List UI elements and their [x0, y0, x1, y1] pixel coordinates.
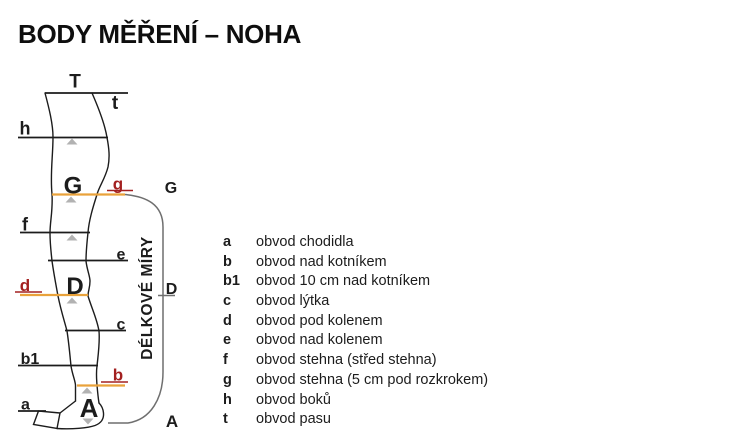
label-e: e — [116, 246, 126, 264]
marker-triangle-f — [67, 235, 78, 241]
legend-key: a — [223, 234, 232, 250]
label-a: a — [21, 396, 30, 414]
label-A: A — [79, 393, 99, 423]
legend-key: t — [223, 411, 228, 428]
legend-key: g — [223, 371, 232, 388]
legend-row — [223, 371, 488, 391]
legend — [223, 233, 488, 430]
legend-key: c — [223, 293, 232, 310]
legend-row — [223, 410, 488, 430]
legend-text: obvod 10 cm nad kotníkem — [256, 273, 431, 290]
legend-text: obvod pasu — [256, 411, 331, 428]
foot-toe-cap — [34, 411, 61, 429]
label-D: D — [66, 273, 84, 300]
legend-key: h — [223, 391, 232, 408]
leg-contour-right — [86, 93, 109, 403]
label-t: t — [111, 93, 119, 114]
legend-row — [223, 253, 488, 273]
legend-key: e — [223, 332, 232, 349]
label-f: f — [22, 214, 28, 235]
legend-key: b1 — [223, 273, 240, 290]
legend-text: obvod chodidla — [256, 234, 354, 250]
legend-text: obvod stehna (střed stehna) — [256, 352, 437, 369]
vertical-axis-label: DÉLKOVÉ MÍRY — [139, 236, 156, 360]
legend-row — [223, 272, 488, 292]
legend-row — [223, 233, 488, 253]
foot-top-edge — [60, 401, 76, 413]
marker-triangle-h — [67, 139, 78, 145]
label-h: h — [19, 118, 31, 139]
legend-key: f — [223, 352, 228, 369]
label-d: d — [19, 276, 31, 295]
legend-row — [223, 391, 488, 411]
leg-contour-left — [45, 93, 76, 401]
legend-text: obvod nad kolenem — [256, 332, 383, 349]
legend-text: obvod boků — [256, 391, 331, 408]
legend-row — [223, 331, 488, 351]
legend-text: obvod pod kolenem — [256, 312, 383, 329]
legend-text: obvod nad kotníkem — [256, 253, 387, 270]
legend-key: d — [223, 312, 232, 329]
bracket-label-G: G — [164, 180, 178, 197]
page-title: BODY MĚŘENÍ – NOHA — [18, 19, 302, 49]
label-c: c — [116, 316, 126, 334]
label-T: T — [69, 71, 81, 93]
label-b1: b1 — [20, 351, 40, 368]
label-g: g — [112, 174, 124, 194]
bracket-label-A: A — [165, 412, 179, 431]
bracket-label-D: D — [165, 281, 178, 298]
leg-diagram — [0, 60, 200, 441]
label-G: G — [63, 172, 83, 200]
legend-key: b — [223, 253, 232, 270]
legend-row — [223, 351, 488, 371]
label-b: b — [112, 365, 124, 385]
legend-row — [223, 292, 488, 312]
legend-text: obvod stehna (5 cm pod rozkrokem) — [256, 371, 489, 388]
legend-row — [223, 312, 488, 332]
bracket-labels — [165, 180, 178, 431]
legend-text: obvod lýtka — [256, 293, 330, 310]
